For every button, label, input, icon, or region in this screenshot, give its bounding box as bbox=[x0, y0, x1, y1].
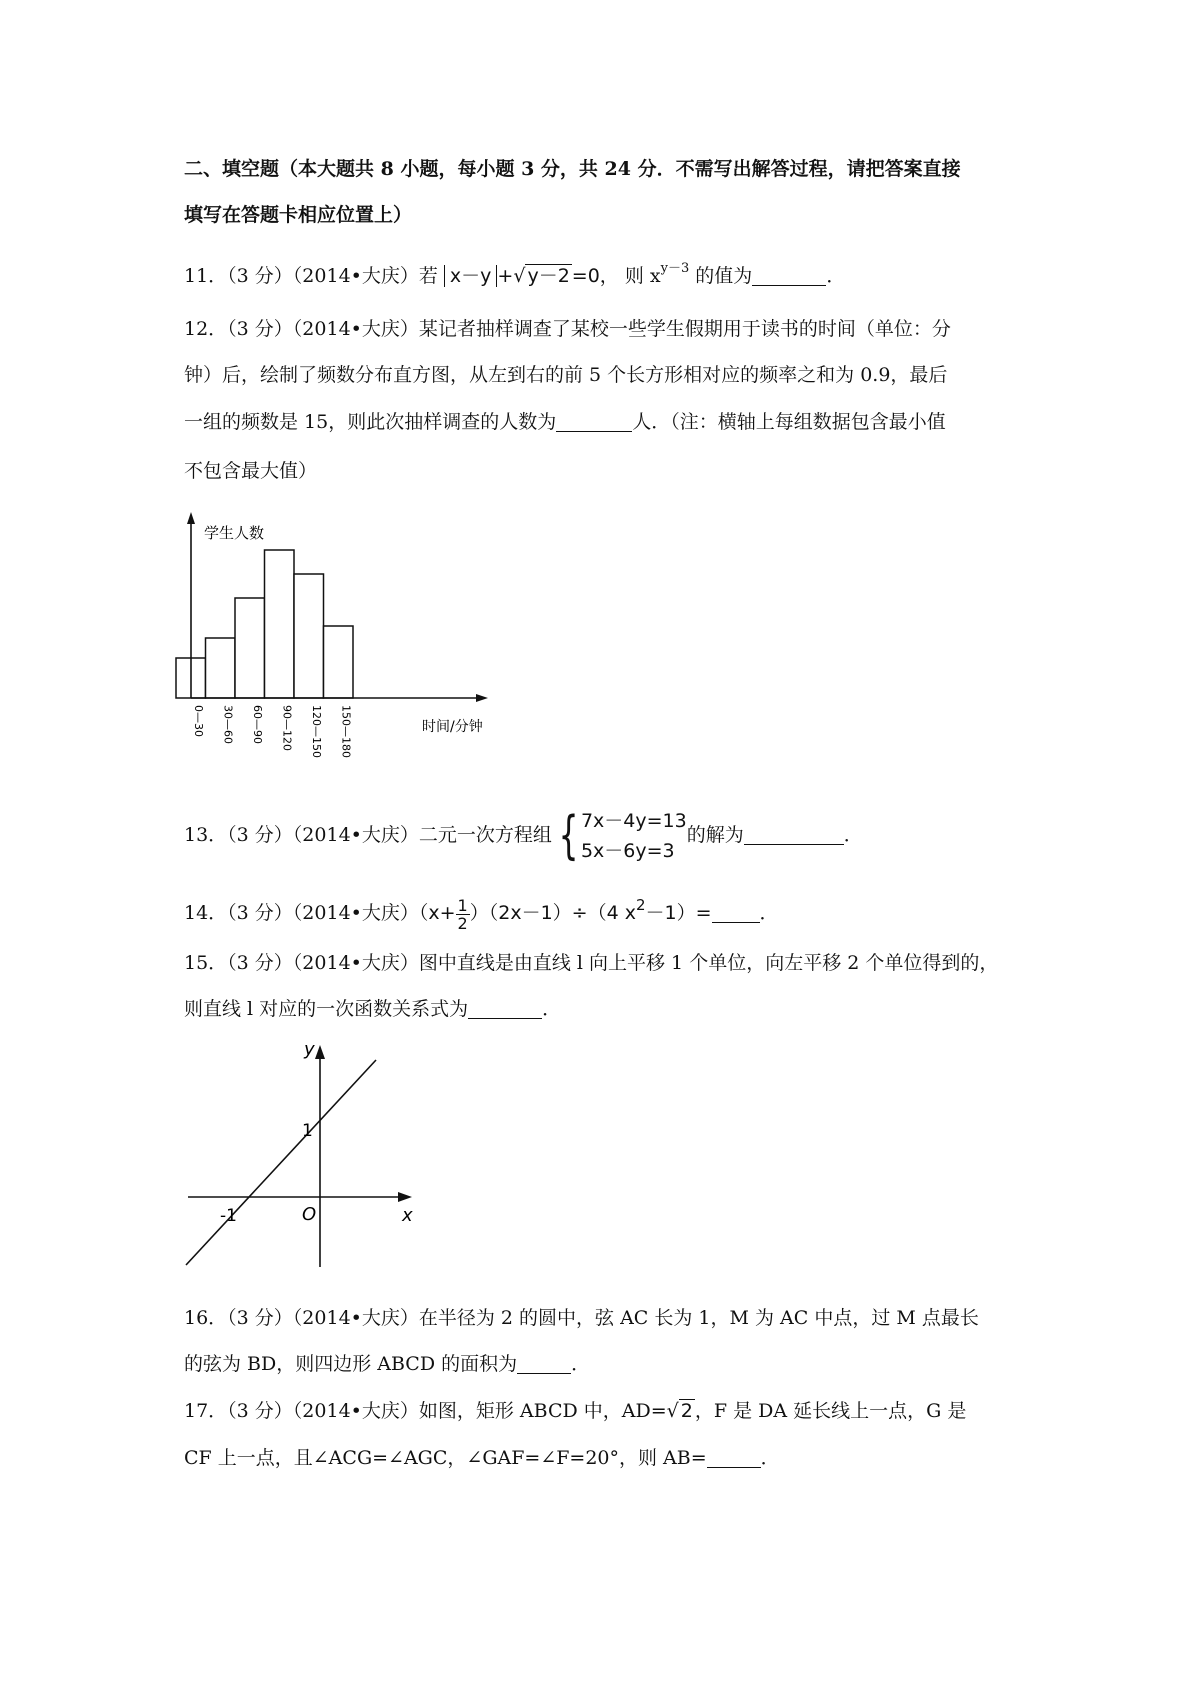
q17-sqrt: √ 2 bbox=[666, 1400, 693, 1422]
q11-plus: + bbox=[497, 265, 514, 287]
q17-line2 bbox=[184, 1443, 780, 1473]
section-title-line1: 二、填空题（本大题共 8 小题，每小题 3 分，共 24 分．不需写出解答过程，请把答案直接 bbox=[184, 158, 961, 180]
hist-bar bbox=[265, 550, 295, 698]
q11-exponent: y－3 bbox=[660, 261, 690, 276]
q12-line4: 不包含最大值） bbox=[184, 460, 318, 482]
q14-tail: －1）= bbox=[645, 902, 712, 924]
q17-line2-a: CF 上一点，且∠ACG=∠AGC，∠GAF=∠F=20°，则 AB= bbox=[184, 1447, 707, 1469]
graph-origin-label: O bbox=[302, 1204, 317, 1225]
q11-end: ． bbox=[826, 265, 846, 287]
q12-answer-blank[interactable] bbox=[556, 411, 632, 432]
q13-end: ． bbox=[843, 824, 863, 846]
q14-exp: 2 bbox=[635, 896, 646, 914]
q15-line2 bbox=[184, 994, 561, 1024]
q15-answer-blank[interactable] bbox=[468, 998, 542, 1019]
q11-suffix: 的值为 bbox=[695, 265, 753, 287]
q13-prefix: 13．（3 分）（2014•大庆）二元一次方程组 bbox=[184, 824, 552, 846]
line-graph-q15 bbox=[180, 1035, 420, 1280]
q12-line3-a: 一组的频数是 15，则此次抽样调查的人数为 bbox=[184, 411, 557, 433]
hist-bar bbox=[294, 574, 324, 698]
q12-line1: 12．（3 分）（2014•大庆）某记者抽样调查了某校一些学生假期用于读书的时间（单位：分 bbox=[184, 318, 951, 340]
q16-line2-end: ． bbox=[571, 1353, 591, 1375]
hist-tick-label: 90—120 bbox=[280, 705, 294, 751]
q11-sqrt-expr: y－2 bbox=[527, 265, 570, 287]
q15-line2-a: 则直线 l 对应的一次函数关系式为 bbox=[184, 998, 469, 1020]
q17-answer-blank[interactable] bbox=[707, 1447, 761, 1468]
q11-answer-blank[interactable] bbox=[752, 265, 826, 286]
q12-line3 bbox=[184, 407, 946, 437]
hist-tick-label: 30—60 bbox=[221, 705, 235, 744]
question-14 bbox=[184, 890, 779, 932]
hist-bar bbox=[235, 598, 265, 698]
graph-x-intercept-label: -1 bbox=[220, 1206, 237, 1226]
q11-then: 则 x bbox=[624, 265, 661, 287]
hist-y-arrow-icon bbox=[187, 512, 195, 524]
q11-sqrt: √ y－2 bbox=[513, 265, 570, 287]
q13-suffix: 的解为 bbox=[686, 824, 744, 846]
question-13 bbox=[184, 806, 863, 866]
hist-tick-label: 150—180 bbox=[339, 705, 353, 758]
q13-answer-blank[interactable] bbox=[744, 824, 844, 845]
question-11 bbox=[184, 254, 845, 291]
q17-rest: ，F 是 DA 延长线上一点，G 是 bbox=[694, 1400, 967, 1422]
q14-prefix: 14．（3 分）（2014•大庆） bbox=[184, 902, 419, 924]
hist-x-arrow-icon bbox=[476, 694, 488, 702]
q12-line3-b: 人．（注：横轴上每组数据包含最小值 bbox=[632, 411, 946, 433]
q11-prefix: 11．（3 分）（2014•大庆）若 bbox=[184, 265, 438, 287]
hist-tick-label: 0—30 bbox=[191, 705, 205, 737]
q13-equation-system bbox=[552, 806, 687, 866]
q11-eq-zero: =0， bbox=[571, 265, 619, 287]
q15-line1: 15．（3 分）（2014•大庆）图中直线是由直线 l 向上平移 1 个单位，向左平移 2 个单位得到的， bbox=[184, 952, 999, 974]
q11-abs-expr: x－y bbox=[444, 265, 498, 287]
question-17-line1 bbox=[184, 1396, 966, 1426]
graph-x-arrow-icon bbox=[398, 1192, 412, 1202]
graph-y-intercept-label: 1 bbox=[302, 1121, 313, 1141]
graph-y-label: y bbox=[304, 1039, 315, 1060]
q14-lp: （x+ bbox=[418, 902, 456, 924]
section-title-line2: 填写在答题卡相应位置上） bbox=[184, 204, 413, 226]
hist-bar bbox=[324, 626, 354, 698]
hist-tick-label: 120—150 bbox=[309, 705, 323, 758]
q14-frac-den: 2 bbox=[457, 913, 468, 933]
hist-xlabel: 时间/分钟 bbox=[422, 719, 483, 735]
hist-bar bbox=[206, 638, 236, 698]
q16-line2-a: 的弦为 BD，则四边形 ABCD 的面积为 bbox=[184, 1353, 518, 1375]
q15-line2-end: ． bbox=[542, 998, 562, 1020]
q14-frac-num: 1 bbox=[457, 895, 468, 915]
histogram-chart bbox=[160, 505, 500, 770]
q17-sqrt-val: 2 bbox=[680, 1400, 693, 1422]
q13-eq2: 5x－6y=3 bbox=[580, 840, 675, 862]
q17-line2-end: ． bbox=[760, 1447, 780, 1469]
graph-x-label: x bbox=[402, 1205, 413, 1226]
q16-answer-blank[interactable] bbox=[517, 1353, 571, 1374]
graph-line bbox=[186, 1060, 376, 1265]
q17-prefix: 17．（3 分）（2014•大庆）如图，矩形 ABCD 中，AD= bbox=[184, 1400, 667, 1422]
q14-end: ． bbox=[759, 902, 779, 924]
q14-fraction bbox=[456, 897, 470, 932]
q13-eq1: 7x－4y=13 bbox=[580, 810, 687, 832]
q16-line1: 16．（3 分）（2014•大庆）在半径为 2 的圆中，弦 AC 长为 1，M 为 AC 中点，过 M 点最长 bbox=[184, 1307, 979, 1329]
q12-line2: 钟）后，绘制了频数分布直方图，从左到右的前 5 个长方形相对应的频率之和为 0.9，最后 bbox=[184, 364, 948, 386]
hist-tick-label: 60—90 bbox=[250, 705, 264, 744]
q16-line2 bbox=[184, 1349, 590, 1379]
q13-brace-icon: { bbox=[558, 806, 579, 866]
graph-y-arrow-icon bbox=[315, 1045, 325, 1059]
hist-ylabel: 学生人数 bbox=[204, 524, 265, 542]
q14-answer-blank[interactable] bbox=[712, 902, 760, 923]
q14-rest: ）（2x－1）÷（4 x bbox=[469, 902, 636, 924]
